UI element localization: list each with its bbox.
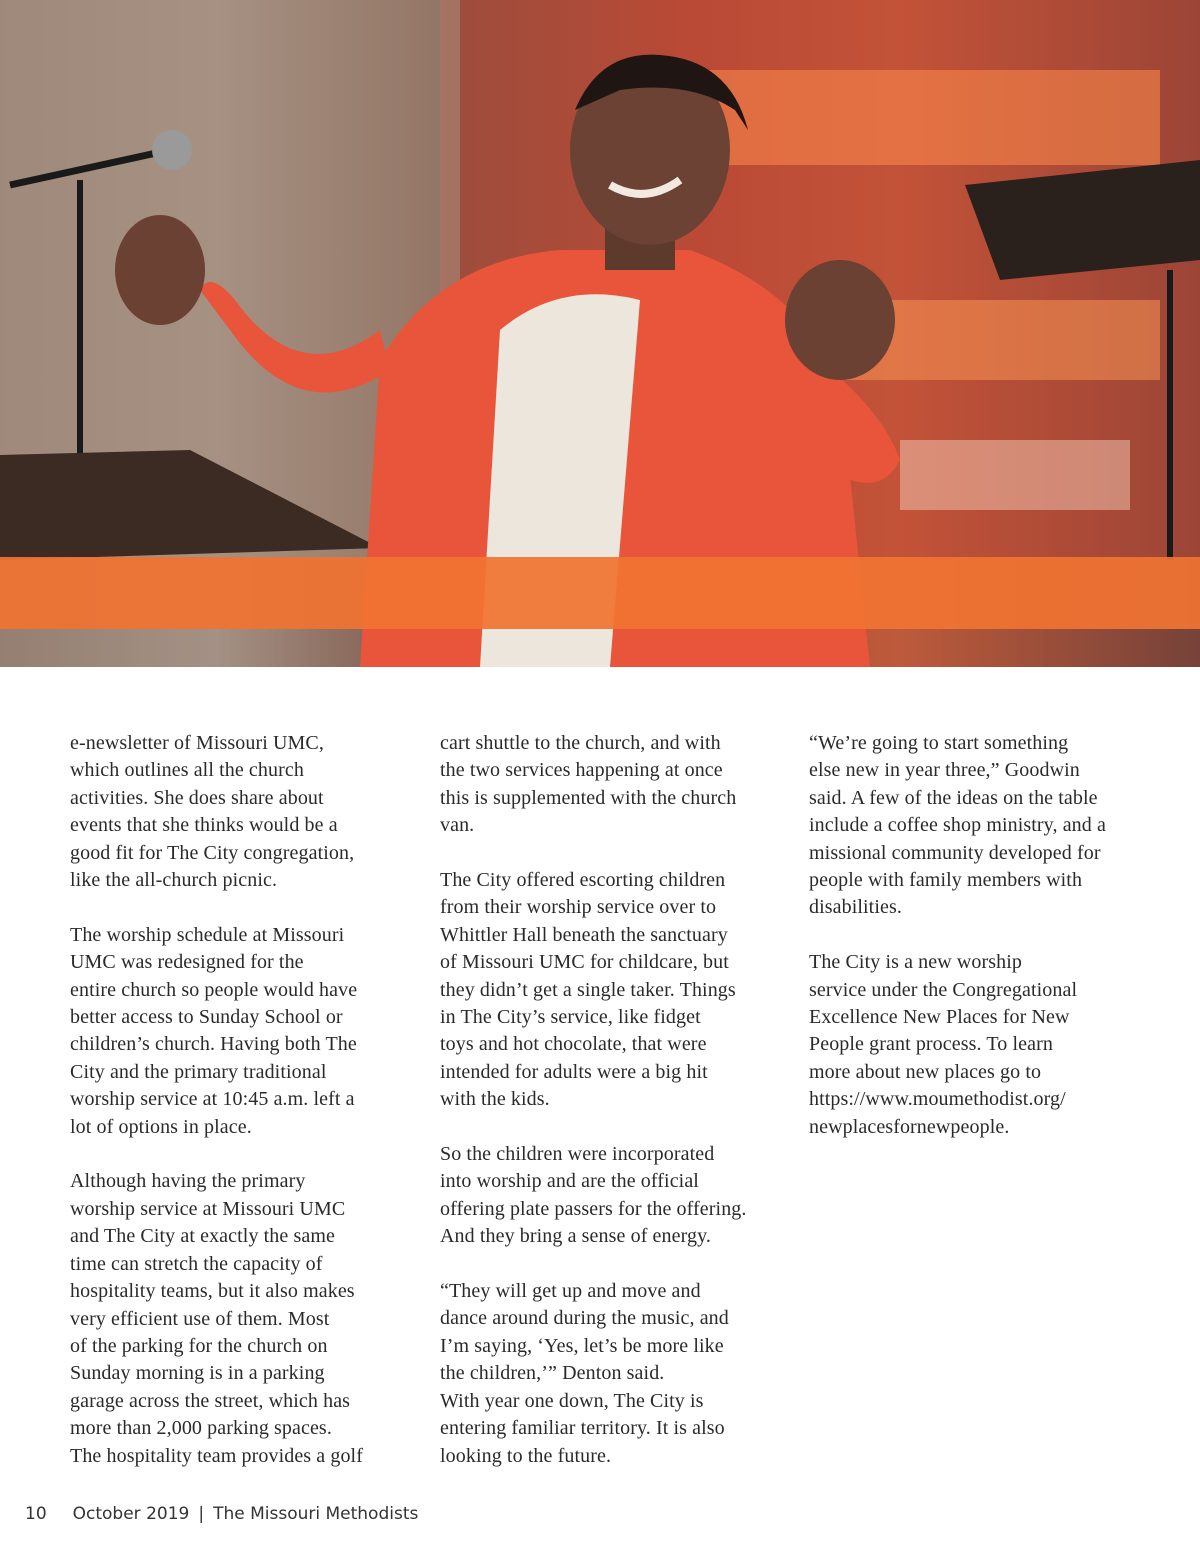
paragraph: So the children were incorporated into worship and are the official offering plate passers for the offering. And they bring a sense of energy.	[440, 1143, 747, 1248]
article-column-1	[70, 730, 400, 1470]
publication-name: The Missouri Methodists	[213, 1504, 419, 1524]
article-column-2	[440, 730, 770, 1470]
page-number: 10	[25, 1504, 47, 1524]
paragraph: The City is a new worship service under the Congregational Excellence New Places for New People grant process. To learn more about new places go to https://www.moumethodist.org/ newplacesfornewpeople.	[809, 951, 1078, 1138]
paragraph: The worship schedule at Missouri UMC was redesigned for the entire church so people would have better access to Sunday School or children’s church. Having both The City and the primary traditional worship service at 10:45 a.m. left a lot of options in place.	[70, 923, 358, 1138]
footer-separator: |	[198, 1504, 205, 1524]
page-footer	[25, 1504, 418, 1524]
issue-date: October 2019	[72, 1504, 190, 1524]
paragraph: “They will get up and move and dance around during the music, and I’m saying, ‘Yes, let’s be more like the children,’” Denton said.	[440, 1280, 729, 1385]
paragraph: e-newsletter of Missouri UMC, which outlines all the church activities. She does share about events that she thinks would be a good fit for The City congregation, like the all-church picnic.	[70, 732, 355, 892]
paragraph: With year one down, The City is entering familiar territory. It is also looking to the future.	[440, 1389, 725, 1467]
orange-accent-band	[0, 557, 1200, 629]
paragraph: Although having the primary worship service at Missouri UMC and The City at exactly the same time can stretch the capacity of hospitality teams, but it also makes very efficient use of them. Most of the parking for the church on Sunday morning is in a parking garage across the street, which has more than 2,000 parking spaces. The hospitality team provides a golf	[70, 1170, 363, 1467]
hero-photo	[0, 0, 1200, 667]
article-column-3	[809, 730, 1139, 1141]
paragraph: “We’re going to start something else new in year three,” Goodwin said. A few of the ideas on the table include a coffee shop ministry, and a missional community developed for people with family members with disabilities.	[809, 732, 1106, 919]
paragraph: The City offered escorting children from their worship service over to Whittler Hall beneath the sanctuary of Missouri UMC for childcare, but they didn’t get a single taker. Things in The City’s service, like fidget toys and hot chocolate, that were intended for adults were a big hit with the kids.	[440, 869, 736, 1111]
paragraph: cart shuttle to the church, and with the two services happening at once this is supplemented with the church van.	[440, 732, 737, 837]
